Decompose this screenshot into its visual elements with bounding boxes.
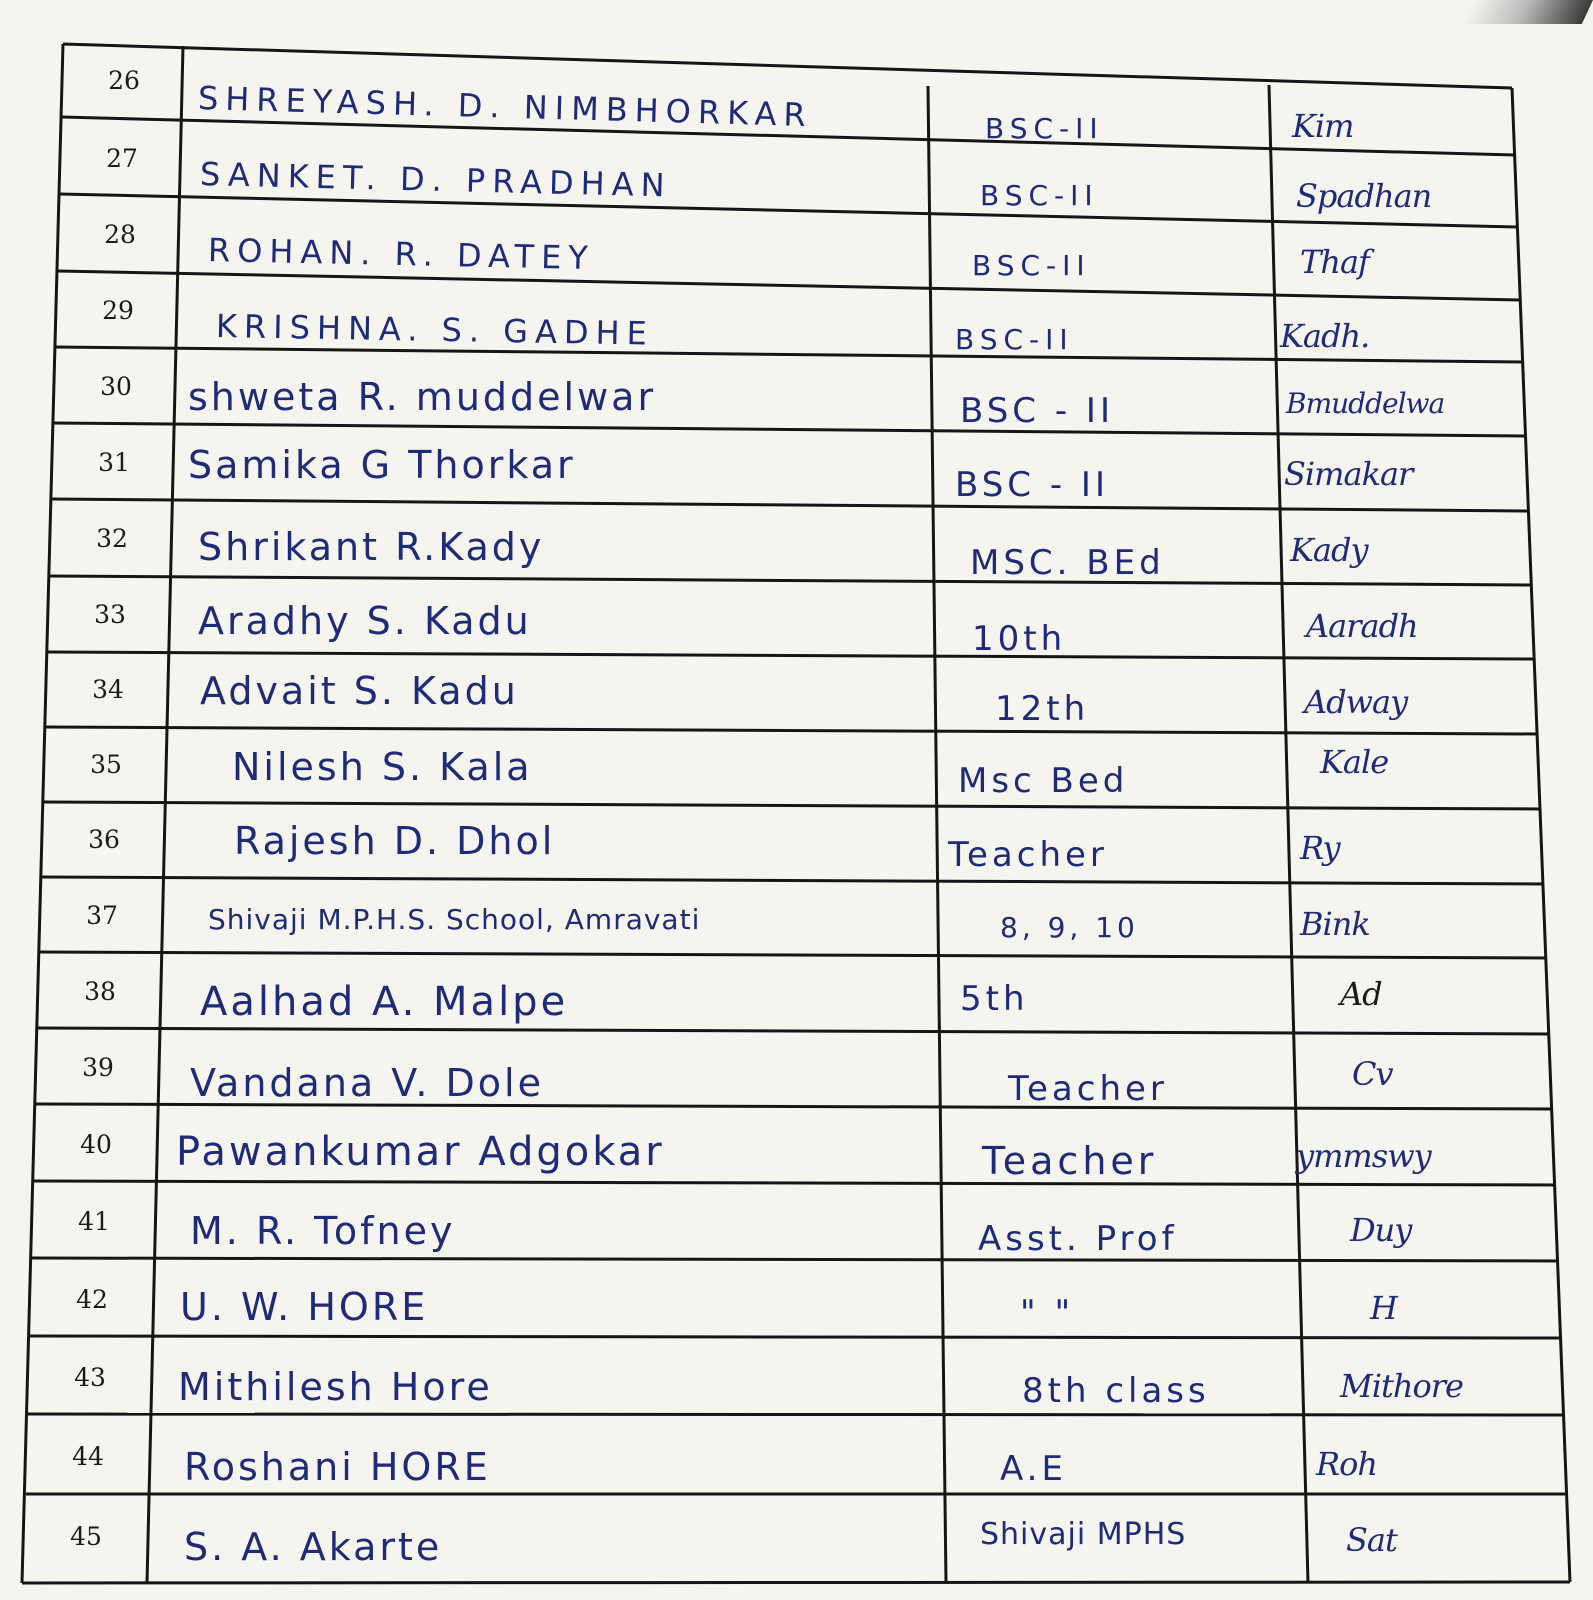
participant-class: Teacher xyxy=(982,1139,1158,1183)
participant-name: Pawankumar Adgokar xyxy=(176,1129,665,1175)
participant-class: MSC. BEd xyxy=(970,543,1165,583)
row-divider xyxy=(38,1028,1550,1034)
participant-name: U. W. HORE xyxy=(180,1285,429,1329)
participant-name: M. R. Tofney xyxy=(190,1209,456,1253)
row-number: 30 xyxy=(100,372,132,401)
row-number: 43 xyxy=(74,1363,106,1392)
participant-name: shweta R. muddelwar xyxy=(188,375,657,419)
row-divider xyxy=(34,1181,1556,1185)
row-divider xyxy=(52,499,1529,511)
row-divider xyxy=(42,877,1544,884)
participant-class: BSC-II xyxy=(980,179,1099,212)
row-number: 38 xyxy=(84,977,116,1006)
table-right-border xyxy=(1512,88,1570,1582)
participant-signature: Mithore xyxy=(1340,1367,1463,1405)
row-divider xyxy=(50,576,1532,585)
participant-signature: Duy xyxy=(1350,1211,1412,1249)
participant-signature: Aaradh xyxy=(1306,607,1418,645)
participant-signature: Sat xyxy=(1346,1521,1397,1559)
row-divider xyxy=(44,802,1541,809)
participant-class: Asst. Prof xyxy=(978,1219,1178,1259)
participant-class: A.E xyxy=(1000,1449,1067,1489)
row-number: 29 xyxy=(102,296,134,325)
participant-signature: Simakar xyxy=(1284,455,1413,493)
participant-class: BSC-II xyxy=(985,112,1104,145)
participant-signature: Kady xyxy=(1290,531,1368,569)
row-number: 26 xyxy=(108,66,140,95)
participant-class: 12th xyxy=(995,689,1090,729)
participant-signature: Ry xyxy=(1300,829,1340,867)
row-number: 45 xyxy=(70,1522,102,1551)
participant-class: BSC-II xyxy=(972,249,1091,282)
participant-name: Mithilesh Hore xyxy=(178,1365,493,1409)
participant-signature: Roh xyxy=(1316,1445,1377,1483)
row-divider xyxy=(28,1414,1565,1415)
row-divider xyxy=(54,423,1526,436)
column-divider-name xyxy=(928,86,946,1583)
participant-signature: Kale xyxy=(1320,743,1389,781)
participant-name: KRISHNA. S. GADHE xyxy=(215,307,655,353)
participant-signature: Adway xyxy=(1304,683,1408,721)
participant-signature: ymmswy xyxy=(1296,1137,1431,1175)
participant-signature: Spadhan xyxy=(1296,177,1432,215)
table-left-border xyxy=(22,44,63,1583)
row-number: 35 xyxy=(90,750,122,779)
participant-signature: Bmuddelwa xyxy=(1286,387,1445,420)
participant-class: 5th xyxy=(960,979,1029,1019)
participant-name: Advait S. Kadu xyxy=(200,669,519,713)
participant-class: BSC - II xyxy=(955,465,1109,505)
participant-name: Aradhy S. Kadu xyxy=(198,599,532,643)
row-number: 40 xyxy=(80,1130,112,1159)
participant-signature: Thaf xyxy=(1300,243,1369,281)
row-divider xyxy=(32,1258,1559,1261)
participant-signature: Kim xyxy=(1292,107,1354,145)
row-number: 31 xyxy=(98,448,130,477)
row-number: 28 xyxy=(104,220,136,249)
participant-class: Shivaji MPHS xyxy=(980,1517,1187,1552)
column-divider-number xyxy=(147,46,183,1583)
table-bottom-border xyxy=(22,1582,1570,1583)
row-number: 32 xyxy=(96,524,128,553)
row-divider xyxy=(40,952,1547,958)
participant-class: " " xyxy=(1020,1293,1075,1333)
participant-class: Msc Bed xyxy=(958,761,1129,801)
row-divider xyxy=(46,727,1538,734)
row-number: 36 xyxy=(88,825,120,854)
participant-name: SHREYASH. D. NIMBHORKAR xyxy=(197,79,814,135)
row-number: 44 xyxy=(72,1442,104,1471)
participant-class: Teacher xyxy=(1008,1069,1168,1109)
participant-signature: H xyxy=(1370,1289,1397,1327)
participant-signature: Cv xyxy=(1352,1055,1393,1093)
participant-signature: Bink xyxy=(1300,905,1370,943)
participant-name: Rajesh D. Dhol xyxy=(234,819,556,863)
participant-name: ROHAN. R. DATEY xyxy=(207,231,596,278)
row-number: 33 xyxy=(94,600,126,629)
participant-name: Roshani HORE xyxy=(184,1445,491,1489)
row-number: 34 xyxy=(92,675,124,704)
row-number: 42 xyxy=(76,1285,108,1314)
participant-name: SANKET. D. PRADHAN xyxy=(199,155,672,205)
participant-name: Vandana V. Dole xyxy=(190,1061,544,1105)
participant-signature: Ad xyxy=(1340,975,1382,1013)
participant-name: Samika G Thorkar xyxy=(188,443,576,487)
participant-class: BSC-II xyxy=(955,323,1074,356)
row-divider xyxy=(30,1336,1562,1338)
participant-class: 8th class xyxy=(1022,1371,1210,1411)
row-number: 27 xyxy=(106,144,138,173)
participant-name: Shivaji M.P.H.S. School, Amravati xyxy=(208,903,701,936)
participant-class: 10th xyxy=(972,619,1067,659)
row-number: 39 xyxy=(82,1053,114,1082)
participant-name: Nilesh S. Kala xyxy=(232,745,533,789)
row-number: 37 xyxy=(86,901,118,930)
participant-class: 8, 9, 10 xyxy=(1000,911,1139,944)
participant-name: Aalhad A. Malpe xyxy=(200,979,569,1025)
participant-class: Teacher xyxy=(948,835,1108,875)
row-number: 41 xyxy=(78,1207,110,1236)
participant-signature: Kadh. xyxy=(1280,317,1370,355)
participant-name: S. A. Akarte xyxy=(184,1525,443,1569)
participant-class: BSC - II xyxy=(960,391,1114,431)
row-divider xyxy=(48,652,1535,659)
participant-name: Shrikant R.Kady xyxy=(198,525,545,569)
